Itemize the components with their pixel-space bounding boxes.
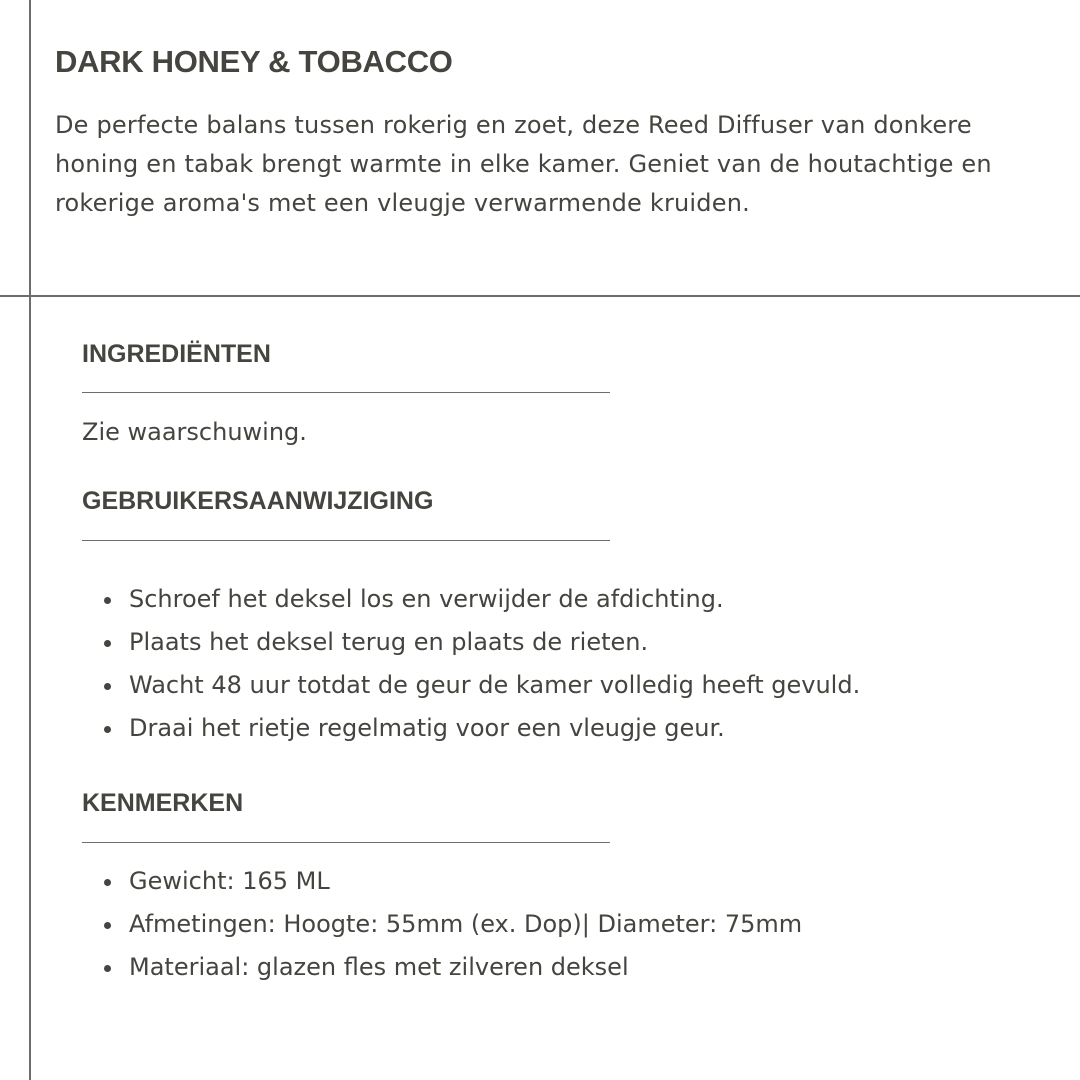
usage-list [104, 578, 860, 750]
left-vertical-divider [29, 0, 31, 1080]
product-description: De perfecte balans tussen rokerig en zoet, deze Reed Diffuser van donkere honing en tabak brengt warmte in elke kamer. Geniet van de houtachtige en rokerige aroma's met een vleugje verwarmende kruiden. [55, 111, 992, 217]
usage-heading-rule [82, 540, 610, 541]
features-list [104, 860, 802, 989]
usage-list-item: Schroef het deksel los en verwijder de afdichting. [104, 578, 860, 621]
features-list-item: Gewicht: 165 ML [104, 860, 802, 903]
ingredients-text: Zie waarschuwing. [82, 418, 307, 446]
features-heading: KENMERKEN [82, 789, 244, 817]
ingredients-heading: INGREDIËNTEN [82, 340, 271, 368]
features-list-item: Afmetingen: Hoogte: 55mm (ex. Dop)| Diameter: 75mm [104, 903, 802, 946]
features-list-item: Materiaal: glazen fles met zilveren deksel [104, 946, 802, 989]
section-divider [0, 295, 1080, 297]
usage-heading: GEBRUIKERSAANWIJZIGING [82, 487, 434, 515]
usage-list-item: Plaats het deksel terug en plaats de rieten. [104, 621, 860, 664]
features-heading-rule [82, 842, 610, 843]
usage-list-item: Wacht 48 uur totdat de geur de kamer volledig heeft gevuld. [104, 664, 860, 707]
ingredients-heading-rule [82, 392, 610, 393]
usage-list-item: Draai het rietje regelmatig voor een vleugje geur. [104, 707, 860, 750]
product-title: DARK HONEY & TOBACCO [55, 44, 453, 79]
